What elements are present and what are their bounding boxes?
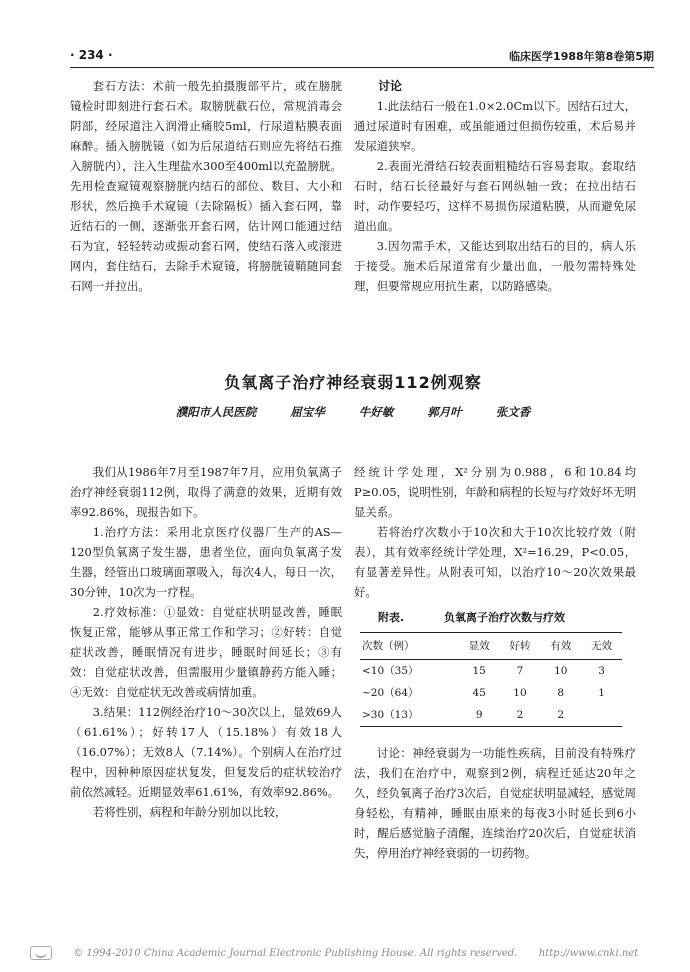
table-row	[360, 660, 622, 683]
article-byline	[70, 404, 636, 420]
table-cell: 15	[472, 665, 486, 677]
table-cell: 1	[598, 687, 605, 699]
table-cell	[581, 704, 622, 727]
body-paragraph: 我们从1986年7月至1987年7月，应用负氧离子治疗神经衰弱112例，取得了满意的效果，近期有效率92.86%，现报告如下。	[70, 465, 342, 519]
stone-method-column	[70, 76, 342, 296]
footer-url[interactable]: http://www.cnki.net	[538, 947, 639, 959]
body-paragraph: 若将治疗次数小于10次和大于10次比较疗效（附表），其有效率经统计学处理，X²=16.29，P<0.05，有显著差异性。从附表可知，以治疗10～20次效果最好。	[354, 525, 636, 599]
column-header: 显效	[459, 633, 500, 660]
column-header: 无效	[581, 633, 622, 660]
table-cell: ~20（64）	[362, 687, 419, 699]
table-caption	[378, 608, 636, 628]
body-paragraph: 2.疗效标准：①显效：自觉症状明显改善，睡眠恢复正常，能够从事正常工作和学习；②好转：自觉症状改善，睡眠情况有进步，睡眠时间延长；③有效：自觉症状改善，但需服用少量镇静药方能入睡；④无效：自觉症状无改善或病情加重。	[70, 605, 342, 699]
column-header: 好转	[500, 633, 541, 660]
journal-name: 临床医学1988年第8卷第5期	[509, 50, 654, 63]
table-cell: <10（35）	[362, 665, 419, 677]
table-cell: >30（13）	[360, 704, 459, 727]
body-paragraph: 若将性别，病程和年龄分别加以比较，	[92, 805, 287, 819]
table-cell: 3	[598, 665, 605, 677]
page-footer	[30, 946, 670, 960]
table-cell: 9	[459, 704, 500, 727]
table-title: 负氧离子治疗次数与疗效	[444, 611, 566, 624]
author-name: 张文香	[495, 405, 531, 419]
discussion-heading: 讨论	[378, 79, 403, 93]
table-label: 附表.	[378, 611, 405, 624]
table-cell: 10	[513, 687, 527, 699]
article-left-column	[70, 462, 342, 822]
table-cell: 45	[472, 687, 486, 699]
table-row	[360, 682, 622, 704]
table-cell: 2	[540, 704, 581, 727]
table-cell: 7	[516, 665, 524, 677]
author-name: 牛好敏	[358, 405, 394, 419]
table-cell: 2	[500, 704, 541, 727]
body-paragraph: 讨论：神经衰弱为一功能性疾病，目前没有特殊疗法，我们在治疗中，观察到2例，病程迁延达20年之久，经负氧离子治疗3次后，自觉症状明显减轻，感觉周身轻松，有精神，睡眠由原来的每夜3小时延长到6小时，醒后感觉脑子清醒，连续治疗20次后，自觉症状消失，停用治疗神经衰弱的一切药物。	[354, 746, 636, 860]
body-paragraph: 3.结果：112例经治疗10～30次以上，显效69人（61.61%）；好转17人（15.18%）有效18人（16.07%）；无效8人（7.14%）。个别病人在治疗过程中，因种种原因症状复发，但复发后的症状较治疗前依然减轻。近期显效率61.61%，有效率92.86%。	[70, 705, 342, 799]
copyright-text: © 1994-2010 China Academic Journal Electronic Publishing House. All rights reserved.	[73, 947, 518, 959]
column-header: 次数（例）	[360, 633, 459, 660]
discussion-paragraph: 2.表面光滑结石较表面粗糙结石容易套取。套取结石时，结石长径最好与套石网纵轴一致；在拉出结石时，动作要轻巧，这样不易损伤尿道粘膜，从而避免尿道出血。	[354, 159, 636, 233]
article-title: 负氧离子治疗神经衰弱112例观察	[224, 373, 482, 392]
table-cell: 10	[554, 665, 568, 677]
body-paragraph: 1.治疗方法：采用北京医疗仪器厂生产的AS—120型负氧离子发生器，患者坐位，面向负氧离子发生器，经管出口玻璃面罩吸入，每次4人，每日一次，30分钟，10次为一疗程。	[70, 525, 342, 599]
page-header	[70, 46, 654, 68]
table-cell: 8	[557, 687, 565, 699]
discussion-paragraph: 3.因勿需手术，又能达到取出结石的目的，病人乐于接受。施术后尿道常有少量出血，一般勿需特殊处理，但要常规应用抗生素，以防路感染。	[354, 239, 636, 293]
discussion-paragraph: 1.此法结石一般在1.0×2.0Cm以下。因结石过大，通过尿道时有困难，或虽能通过但损伤较重，术后易并发尿道狭窄。	[354, 99, 636, 153]
column-header: 有效	[540, 633, 581, 660]
table-header-row	[360, 633, 622, 660]
table-row	[360, 704, 622, 727]
page-number: · 234 ·	[70, 48, 113, 62]
body-paragraph: 经统计学处理，X²分别为0.988，6和10.84均P≥0.05，说明性别，年龄和病程的长短与疗效好坏无明显关系。	[354, 465, 636, 519]
stone-method-paragraph: 套石方法：术前一般先拍摄腹部平片，或在膀胱镜检时即刻进行套石术。取膀胱截石位，常规消毒会阴部，经尿道注入润滑止痛胶5ml，行尿道粘膜表面麻醉。插入膀胱镜（如为后尿道结石则应先将结石推入膀胱内），注入生理盐水300至400ml以充盈膀胱。先用检查窥镜观察膀胱内结石的部位、数目、大小和形状，然后换手术窥镜（去除隔板）插入套石网，靠近结石的一侧，逐渐张开套石网，估计网口能通过结石为宜，轻轻转动或振动套石网，使结石落入或滚进网内，套住结石，去除手术窥镜，将膀胱镜鞘随同套石网一并拉出。	[70, 79, 342, 293]
results-table	[360, 632, 622, 727]
discussion-column	[354, 76, 636, 296]
institution: 濮阳市人民医院	[175, 405, 257, 419]
author-name: 屈宝华	[290, 405, 325, 419]
cnki-logo-icon	[30, 946, 52, 960]
author-name: 郭月叶	[427, 405, 462, 419]
article-right-column	[354, 462, 636, 863]
